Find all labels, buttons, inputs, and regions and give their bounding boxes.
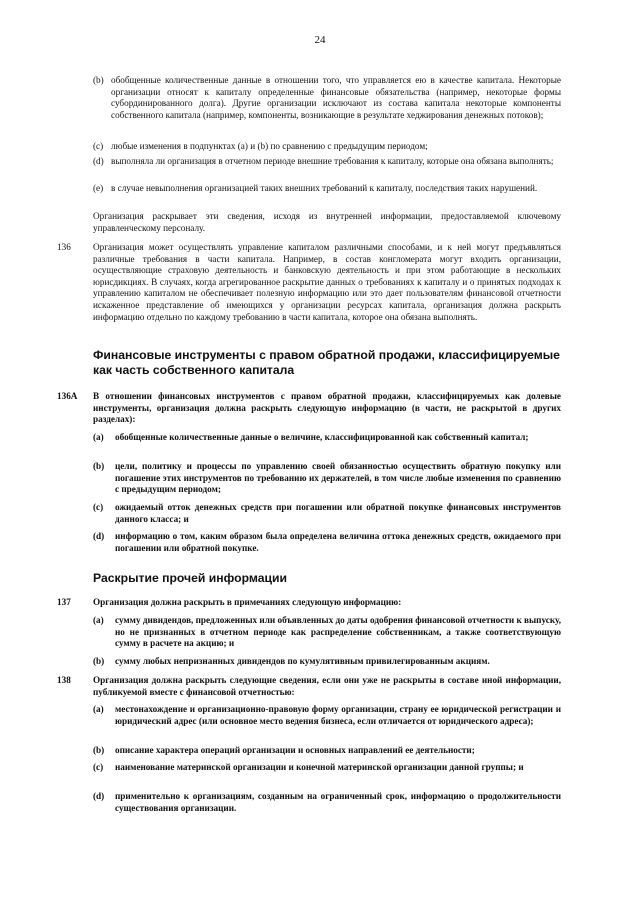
section-heading: Раскрытие прочей информации [93, 571, 287, 585]
list-item [93, 461, 561, 496]
paragraph: В отношении финансовых инструментов с правом обратной продажи, классифицируемых как долевые инструменты, организация должна раскрыть следующую информацию (в части, не раскрытой в других разделах): [93, 391, 561, 425]
item-text: выполняла ли организация в отчетном периоде внешние требования к капиталу, которые она обязана выполнять; [111, 156, 554, 166]
list-item [93, 502, 561, 525]
item-text: информацию о том, каким образом была определена величина оттока денежных средств, ожидаемого при погашении или обратной покупке. [115, 531, 561, 553]
list-item [93, 704, 561, 727]
item-text: наименование материнской организации и конечной материнской организации данной группы; и [115, 762, 524, 772]
item-text: местонахождение и организационно-правовую форму организации, страну ее юридической регистрации и юридический адрес (или основное место ведения бизнеса, если отличается от юридического адреса); [115, 704, 561, 726]
list-item [93, 745, 561, 757]
item-text: в случае невыполнения организацией таких внешних требований к капиталу, последствия таких нарушений. [111, 183, 538, 193]
item-marker: (b) [93, 461, 105, 471]
item-text: применительно к организациям, созданным на ограниченный срок, информацию о продолжительности существования организации. [115, 791, 561, 813]
paragraph-number: 136A [57, 391, 78, 401]
item-text: цели, политику и процессы по управлению своей обязанностью осуществить обратную покупку или погашение этих инструментов по требованию их держателей, в том числе любые изменения по сравнению с предыдущим периодом; [115, 461, 561, 495]
section-heading: Финансовые инструменты с правом обратной продажи, классифицируемые как часть собственного капитала [93, 348, 560, 377]
item-marker: (b) [93, 656, 105, 666]
item-marker: (c) [93, 762, 104, 772]
paragraph-number: 138 [57, 675, 71, 685]
item-marker: (d) [93, 791, 105, 801]
item-text: описание характера операций организации и основных направлений ее деятельности; [115, 745, 475, 755]
list-item [93, 183, 561, 195]
item-text: любые изменения в подпунктах (a) и (b) по сравнению с предыдущим периодом; [111, 141, 428, 151]
list-item [93, 762, 561, 774]
list-item [93, 615, 561, 650]
item-text: обобщенные количественные данные в отношении того, что управляется ею в качестве капитала. Некоторые организации относят к капиталу определенные финансовые обязательства (например, некоторые формы субординированного долга). Другие организации исключают из состава капитала некоторые компоненты собственного капитала (например, компоненты, возникающие в результате хеджирования денежных потоков); [111, 75, 561, 120]
item-marker: (a) [93, 615, 104, 625]
item-marker: (b) [93, 75, 104, 85]
list-item [93, 141, 561, 153]
item-marker: (b) [93, 745, 105, 755]
list-item [93, 75, 561, 121]
item-marker: (d) [93, 531, 105, 541]
list-item [93, 531, 561, 554]
paragraph: Организация раскрывает эти сведения, исходя из внутренней информации, предоставляемой ключевому управленческому персоналу. [93, 211, 561, 233]
item-text: сумму любых непризнанных дивидендов по кумулятивным привилегированным акциям. [115, 656, 490, 666]
list-item [93, 656, 561, 668]
list-item [93, 791, 561, 814]
paragraph: Организация должна раскрыть в примечаниях следующую информацию: [93, 597, 402, 607]
paragraph-number: 137 [57, 597, 71, 607]
list-item [93, 156, 561, 168]
item-marker: (a) [93, 432, 104, 442]
list-item [93, 432, 561, 444]
paragraph-number: 136 [57, 242, 71, 252]
item-marker: (c) [93, 502, 104, 512]
item-text: ожидаемый отток денежных средств при погашении или обратной покупке финансовых инструментов данного класса; и [115, 502, 561, 524]
item-marker: (e) [93, 183, 104, 193]
paragraph: Организация должна раскрыть следующие сведения, если они уже не раскрыты в составе иной информации, публикуемой вместе с финансовой отчетностью: [93, 675, 561, 697]
item-marker: (a) [93, 704, 104, 714]
paragraph: Организация может осуществлять управление капиталом различными способами, и к ней могут предъявляться различные требования в части капитала. Например, в состав конгломерата могут входить организации, осуществляющие страховую деятельность и банковскую деятельность и при этом работающие в нескольких юрисдикциях. В случаях, когда агрегированное раскрытие данных о требованиях к капиталу и о принятых подходах к управлению капиталом не обеспечивает полезную информацию или это дает пользователям финансовой отчетности искаженное представление об имеющихся у организации ресурсах капитала, организация должна раскрыть информацию отдельно по каждому требованию в части капитала, которое она обязана выполнять. [93, 242, 561, 322]
item-text: обобщенные количественные данные о величине, классифицированной как собственный капитал; [115, 432, 529, 442]
item-text: сумму дивидендов, предложенных или объявленных до даты одобрения финансовой отчетности к выпуску, но не признанных в отчетном периоде как распределение собственникам, а также соответствующую сумму в расчете на акцию; и [115, 615, 561, 649]
item-marker: (d) [93, 156, 104, 166]
item-marker: (c) [93, 141, 104, 151]
page-number: 24 [314, 34, 326, 46]
